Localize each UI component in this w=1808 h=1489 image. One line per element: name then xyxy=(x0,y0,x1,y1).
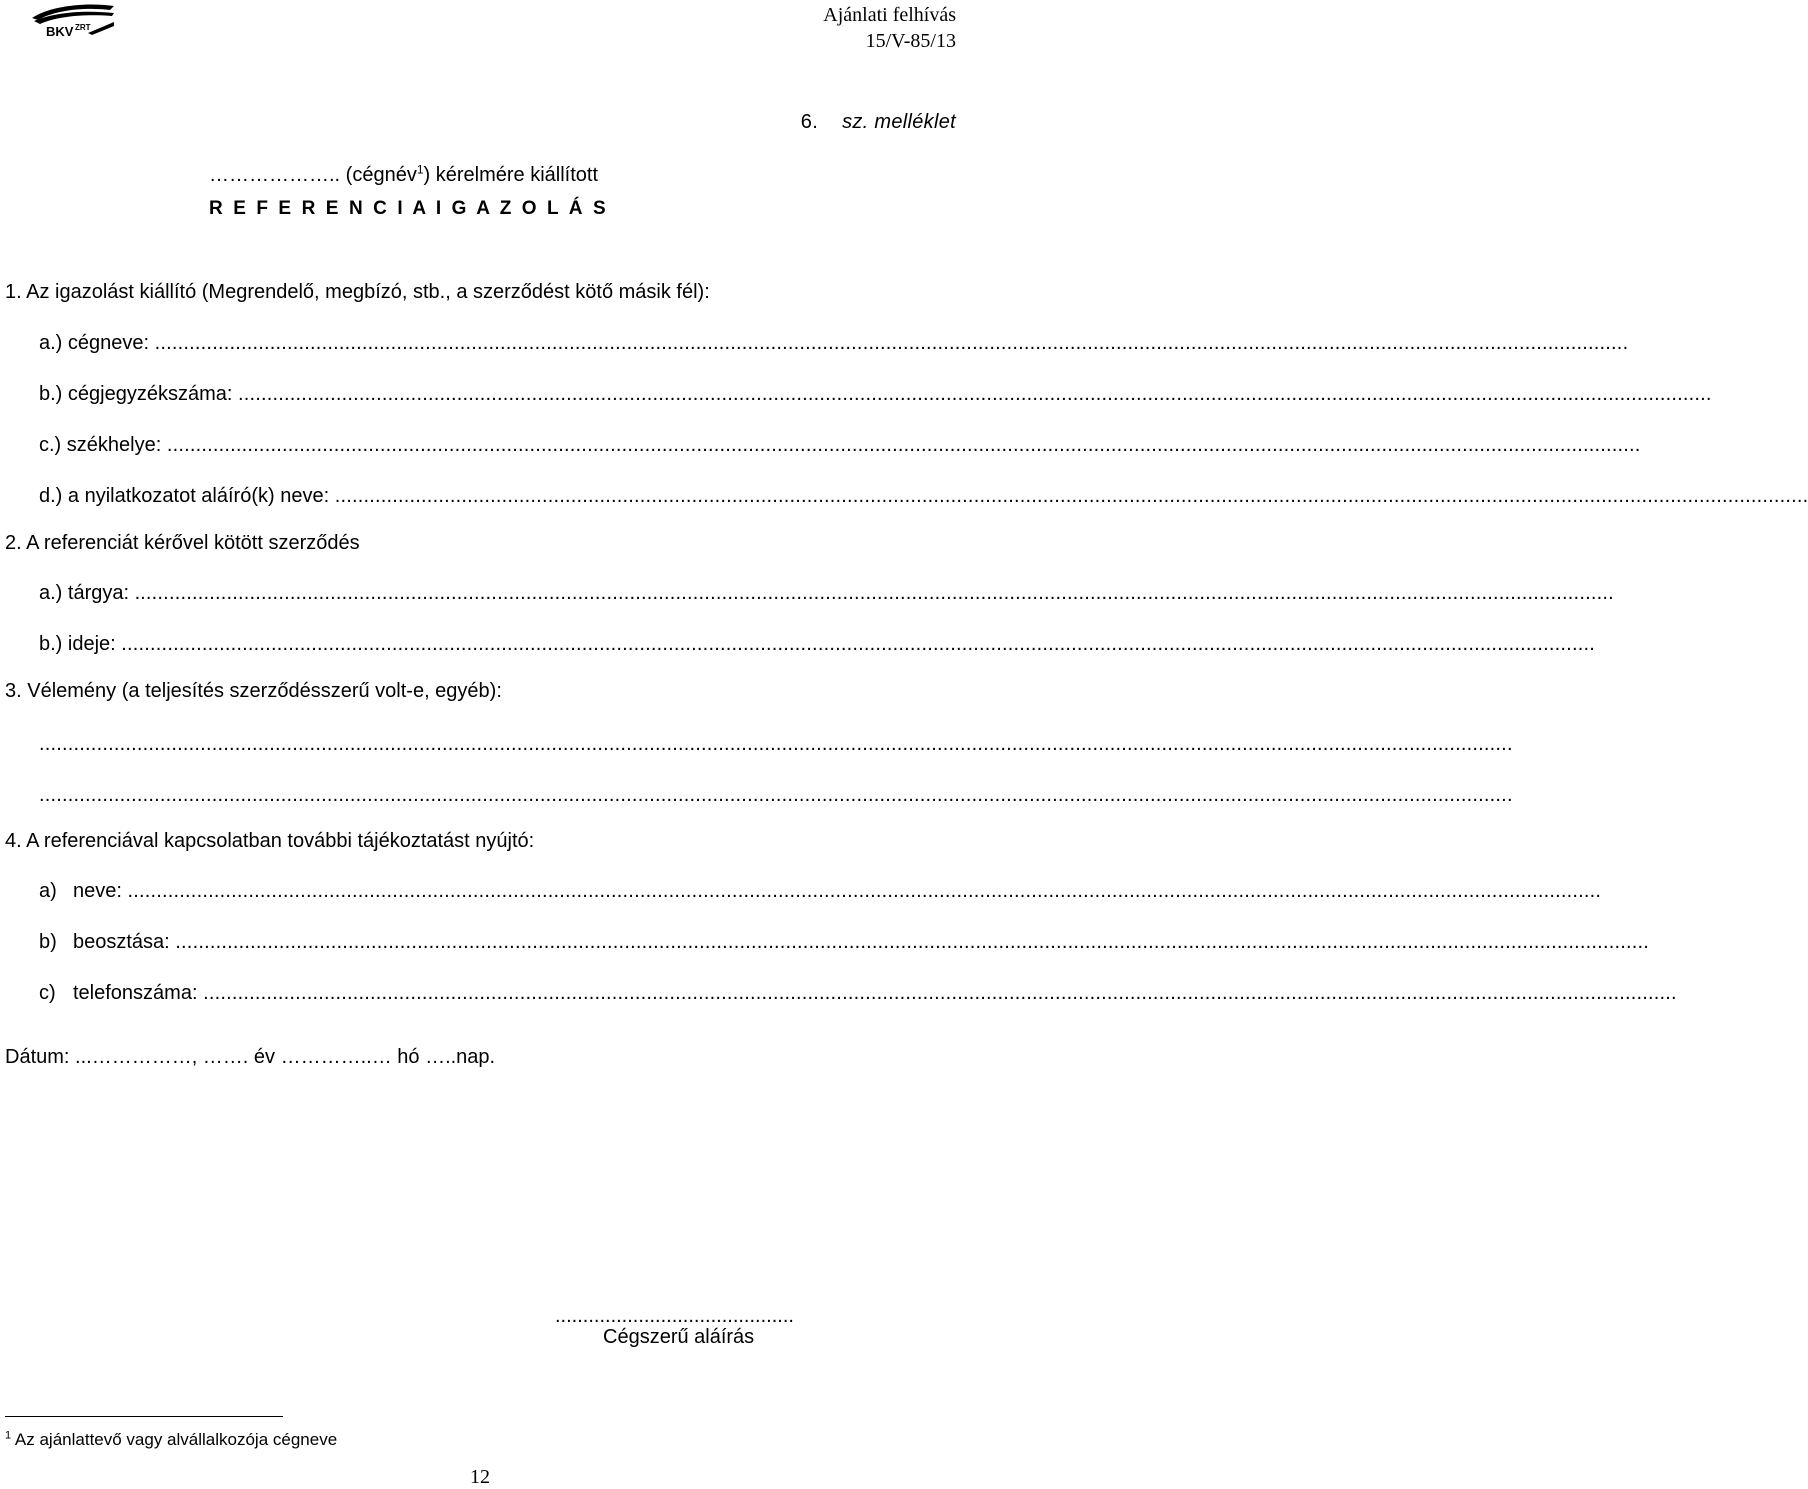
dotted-fill: ................................................................................................................................................................................................................................................................ xyxy=(39,784,1513,806)
footnote-separator xyxy=(5,1416,283,1417)
dotted-fill: ................................................................................................................................................................................................................................................................ xyxy=(154,332,1629,354)
field-contract-date xyxy=(39,632,1595,656)
dotted-fill: ................................................................................................................................................................................................................................................................ xyxy=(39,733,1513,755)
dotted-fill: ................................................................................................................................................................................................................................................................ xyxy=(175,931,1649,953)
footnote-text: Az ajánlattevő vagy alvállalkozója cégneve xyxy=(11,1430,338,1449)
section2-heading: 2. A referenciát kérővel kötött szerződés xyxy=(5,532,360,554)
document-number: 15/V-85/13 xyxy=(865,30,956,52)
section1-heading: 1. Az igazolást kiállító (Megrendelő, megbízó, stb., a szerződést kötő másik fél): xyxy=(5,281,710,303)
field-label: c.) székhelye: xyxy=(39,434,167,456)
footnote-number: 1 xyxy=(5,1429,12,1442)
annex-number: 6. xyxy=(800,111,819,133)
opinion-line-2 xyxy=(39,783,1513,807)
signature-line: ........................................... xyxy=(555,1305,794,1327)
field-contact-phone xyxy=(73,981,1677,1005)
date-line: Dátum: ...……………, ……. év …………..… hó …..nap. xyxy=(5,1046,496,1068)
dotted-fill: ................................................................................................................................................................................................................................................................ xyxy=(127,880,1602,902)
field-signatory-name xyxy=(39,484,1808,508)
item-letter-c: c) xyxy=(39,982,56,1004)
title-prefix: ……………….. (cégnév xyxy=(209,164,417,186)
field-label: neve: xyxy=(73,880,128,902)
field-label: beosztása: xyxy=(73,931,176,953)
page-title: R E F E R E N C I A I G A Z O L Á S xyxy=(209,198,609,219)
title-requester-line xyxy=(209,163,598,187)
title-suffix: ) kérelmére kiállított xyxy=(423,164,599,186)
signature-label: Cégszerű aláírás xyxy=(603,1326,755,1348)
bkv-logo xyxy=(30,0,120,45)
field-headquarters xyxy=(39,433,1641,457)
dotted-fill: ................................................................................................................................................................................................................................................................ xyxy=(237,383,1712,405)
dotted-fill: ................................................................................................................................................................................................................................................................ xyxy=(203,982,1677,1004)
field-label: d.) a nyilatkozatot aláíró(k) neve: xyxy=(39,485,335,507)
field-contract-subject xyxy=(39,581,1614,605)
svg-text:ZRT: ZRT xyxy=(75,23,91,32)
item-letter-a: a) xyxy=(39,880,57,902)
field-contact-position xyxy=(73,930,1649,954)
dotted-fill: ................................................................................................................................................................................................................................................................ xyxy=(166,434,1641,456)
field-registration-number xyxy=(39,382,1712,406)
footnote-marker: 1 xyxy=(416,162,424,177)
footnote xyxy=(5,1430,337,1450)
page-number: 12 xyxy=(470,1466,490,1488)
dotted-fill: ................................................................................................................................................................................................................................................................ xyxy=(140,582,1614,604)
document-type: Ajánlati felhívás xyxy=(823,4,956,26)
svg-text:BKV: BKV xyxy=(46,24,74,39)
field-label: a.) tárgya: . xyxy=(39,582,141,604)
field-label: b.) cégjegyzékszáma: xyxy=(39,383,238,405)
field-label: telefonszáma: xyxy=(73,982,204,1004)
section4-heading: 4. A referenciával kapcsolatban további tájékoztatást nyújtó: xyxy=(5,830,535,852)
field-contact-name xyxy=(73,879,1602,903)
opinion-line-1 xyxy=(39,732,1513,756)
dotted-fill: ................................................................................................................................................................................................................................................................ xyxy=(121,633,1595,655)
field-label: a.) cégneve: xyxy=(39,332,155,354)
field-company-name xyxy=(39,331,1629,355)
annex-label xyxy=(801,110,956,134)
item-letter-b: b) xyxy=(39,931,57,953)
annex-text: sz. melléklet xyxy=(842,111,956,133)
section3-heading: 3. Vélemény (a teljesítés szerződésszerű volt-e, egyéb): xyxy=(5,680,502,702)
dotted-fill: ................................................................................................................................................................................................................................................................ xyxy=(334,485,1808,507)
field-label: b.) ideje: xyxy=(39,633,122,655)
